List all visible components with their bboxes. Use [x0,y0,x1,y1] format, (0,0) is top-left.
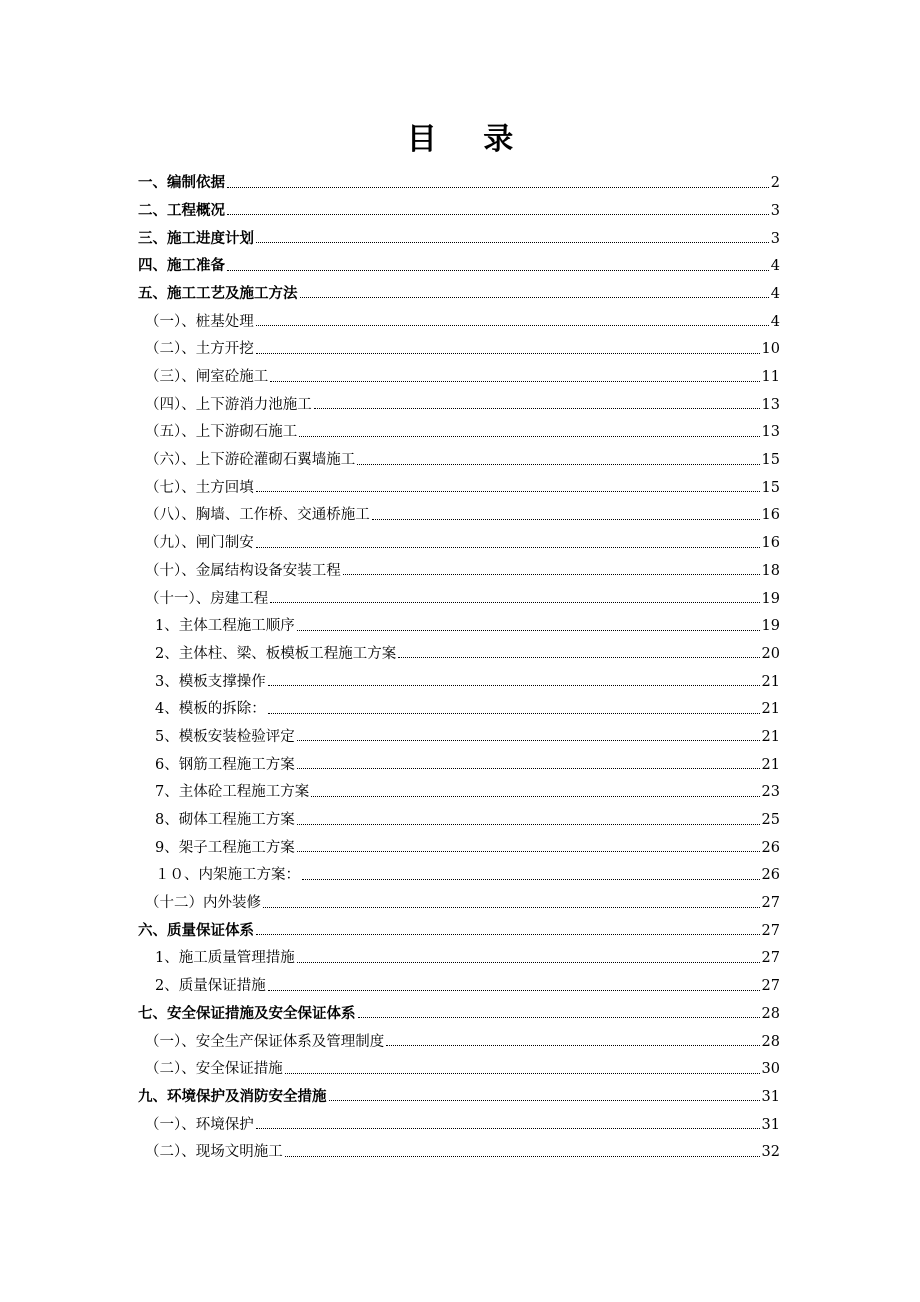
toc-entry-page-number: 27 [761,895,780,912]
toc-entry-page-number: 21 [761,673,780,690]
dot-leader [256,242,769,243]
toc-entry[interactable] [138,966,780,994]
dot-leader [297,824,760,825]
toc-entry[interactable] [138,357,780,385]
toc-entry-label: （七）、土方回填 [145,479,254,496]
toc-entry[interactable] [138,163,780,191]
dot-leader [302,879,760,880]
toc-entry[interactable] [138,689,780,717]
toc-entry-label: 2、主体柱、梁、板模板工程施工方案 [155,645,397,662]
toc-entry-page-number: 31 [761,1088,780,1105]
toc-entry-label: 8、砌体工程施工方案 [155,812,295,828]
toc-entry[interactable] [138,772,780,800]
toc-entry-page-number: 4 [770,285,780,302]
toc-entry[interactable] [138,634,780,662]
toc-entry[interactable] [138,1132,780,1160]
toc-entry-page-number: 25 [761,812,780,828]
toc-entry-label: （二）、现场文明施工 [145,1144,283,1161]
toc-entry-page-number: 4 [770,258,780,275]
toc-entry[interactable] [138,938,780,966]
toc-entry-page-number: 30 [761,1061,780,1078]
toc-entry-label: 1、主体工程施工顺序 [155,618,295,635]
toc-entry-page-number: 18 [761,562,780,579]
dot-leader [227,270,769,271]
dot-leader [329,1100,760,1101]
dot-leader [256,325,769,326]
toc-entry[interactable] [138,717,780,745]
toc-entry-page-number: 26 [761,839,780,856]
dot-leader [256,353,760,354]
toc-entry[interactable] [138,385,780,413]
toc-entry[interactable] [138,1077,780,1105]
toc-entry-label: 5、模板安装检验评定 [155,728,295,745]
toc-entry-page-number: 32 [761,1144,780,1161]
toc-entry-label: 4、模板的拆除： [155,701,266,718]
toc-entry[interactable] [138,578,780,606]
toc-entry[interactable] [138,828,780,856]
toc-entry-page-number: 13 [761,424,780,441]
toc-entry[interactable] [138,468,780,496]
dot-leader [357,464,759,465]
toc-entry[interactable] [138,911,780,939]
toc-entry-label: （六）、上下游砼灌砌石翼墙施工 [145,452,356,469]
dot-leader [386,1045,759,1046]
toc-entry[interactable] [138,994,780,1022]
toc-entry[interactable] [138,883,780,911]
toc-entry-label: 2、质量保证措施 [155,978,266,995]
dot-leader [297,768,760,769]
toc-entry[interactable] [138,1049,780,1077]
toc-entry-page-number: 2 [770,175,780,192]
toc-entry-page-number: 27 [761,922,780,939]
dot-leader [297,740,760,741]
toc-entry-page-number: 10 [761,341,780,358]
toc-entry-label: 九、环境保护及消防安全措施 [138,1088,327,1105]
toc-entry-label: （二）、土方开挖 [145,341,254,358]
dot-leader [227,187,769,188]
toc-entry[interactable] [138,301,780,329]
toc-entry[interactable] [138,440,780,468]
toc-entry-label: （十一）、房建工程 [145,590,269,607]
toc-entry[interactable] [138,744,780,772]
toc-entry[interactable] [138,661,780,689]
toc-entry-page-number: 19 [761,590,780,607]
dot-leader [256,1128,760,1129]
dot-leader [285,1073,760,1074]
toc-entry-page-number: 28 [761,1005,780,1022]
dot-leader [358,1017,760,1018]
toc-entry-label: （八）、胸墙、工作桥、交通桥施工 [145,507,370,524]
dot-leader [297,851,760,852]
toc-entry-page-number: 27 [761,950,780,967]
dot-leader [263,907,760,908]
toc-entry[interactable] [138,412,780,440]
dot-leader [372,519,760,520]
toc-entry[interactable] [138,523,780,551]
toc-entry-label: （九）、闸门制安 [145,535,254,552]
toc-entry-page-number: 21 [761,756,780,773]
toc-entry-label: 9、架子工程施工方案 [155,839,295,856]
toc-entry[interactable] [138,1104,780,1132]
toc-entry-label: 三、施工进度计划 [138,230,254,247]
toc-entry[interactable] [138,855,780,883]
toc-entry-label: （三）、闸室砼施工 [145,369,269,385]
toc-entry-page-number: 26 [761,867,780,884]
toc-entry-page-number: 11 [761,369,780,385]
toc-entry-label: 二、工程概况 [138,202,225,219]
dot-leader [256,491,760,492]
toc-entry-label: 四、施工准备 [138,258,225,275]
toc-entry-page-number: 3 [770,230,780,247]
dot-leader [256,934,760,935]
toc-entry-label: 3、模板支撑操作 [155,673,266,690]
dot-leader [285,1156,760,1157]
toc-entry-page-number: 16 [761,507,780,524]
toc-entry-label: （十二）内外装修 [145,895,261,912]
dot-leader [227,214,769,215]
toc-entry-label: 七、安全保证措施及安全保证体系 [138,1005,356,1022]
dot-leader [299,436,759,437]
toc-entry-page-number: 3 [770,202,780,219]
dot-leader [268,990,760,991]
dot-leader [311,796,759,797]
toc-entry[interactable] [138,606,780,634]
dot-leader [398,657,759,658]
toc-entry-label: （五）、上下游砌石施工 [145,424,298,441]
toc-entry[interactable] [138,191,780,219]
dot-leader [297,962,760,963]
page-title: 目 录 [406,122,532,157]
toc-entry-label: （四）、上下游消力池施工 [145,396,312,413]
dot-leader [343,574,760,575]
toc-entry-label: 六、质量保证体系 [138,922,254,939]
toc-entry-label: 1、施工质量管理措施 [155,950,295,967]
dot-leader [297,630,760,631]
toc-entry-page-number: 23 [761,784,780,801]
dot-leader [268,685,760,686]
dot-leader [270,381,759,382]
toc-entry-label: １０、内架施工方案： [155,867,300,884]
toc-entry-label: （一）、环境保护 [145,1116,254,1133]
table-of-contents [138,163,780,1160]
toc-entry[interactable] [138,246,780,274]
toc-entry[interactable] [138,495,780,523]
toc-entry[interactable] [138,329,780,357]
toc-entry-page-number: 19 [761,618,780,635]
toc-entry-page-number: 27 [761,978,780,995]
toc-entry-label: 7、主体砼工程施工方案 [155,784,310,801]
toc-entry[interactable] [138,800,780,828]
toc-entry-page-number: 16 [761,535,780,552]
toc-entry-label: （一）、安全生产保证体系及管理制度 [145,1033,385,1050]
toc-entry-page-number: 15 [761,479,780,496]
dot-leader [256,547,760,548]
toc-entry-page-number: 31 [761,1116,780,1133]
toc-entry-label: （二）、安全保证措施 [145,1061,283,1078]
toc-entry-page-number: 28 [761,1033,780,1050]
dot-leader [314,408,760,409]
toc-entry-label: （十）、金属结构设备安装工程 [145,562,341,579]
toc-entry[interactable] [138,1021,780,1049]
toc-entry-page-number: 21 [761,728,780,745]
dot-leader [300,297,769,298]
toc-entry-page-number: 20 [761,645,780,662]
toc-entry[interactable] [138,274,780,302]
toc-entry-label: 6、钢筋工程施工方案 [155,756,295,773]
toc-entry-page-number: 21 [761,701,780,718]
toc-entry-label: （一）、桩基处理 [145,313,254,330]
toc-entry-page-number: 15 [761,452,780,469]
toc-entry[interactable] [138,218,780,246]
toc-entry[interactable] [138,551,780,579]
dot-leader [268,713,760,714]
dot-leader [270,602,759,603]
toc-entry-page-number: 13 [761,396,780,413]
toc-entry-page-number: 4 [770,313,780,330]
toc-entry-label: 五、施工工艺及施工方法 [138,285,298,302]
toc-entry-label: 一、编制依据 [138,175,225,192]
